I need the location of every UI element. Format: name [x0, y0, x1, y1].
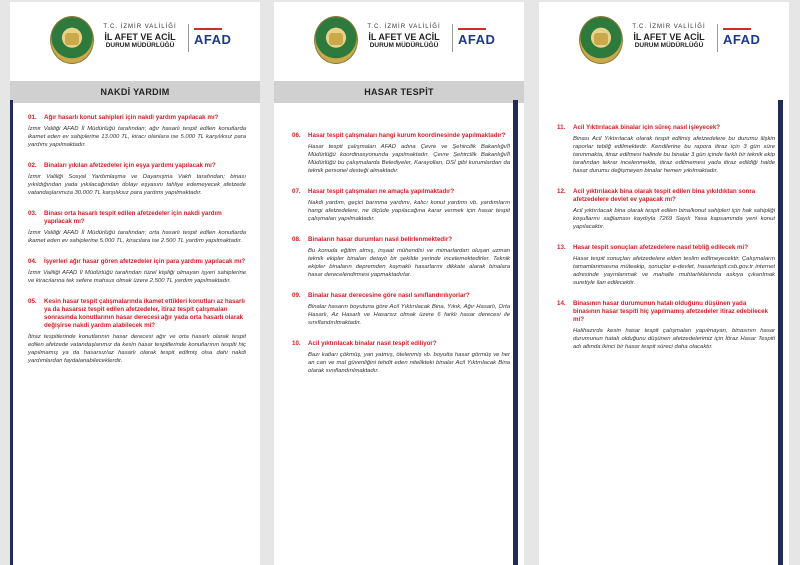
- faq-number: 07.: [292, 188, 301, 195]
- faq-item: [292, 340, 510, 375]
- faq-question: Binaların hasar durumları nasıl belirlenmektedir?: [308, 236, 453, 243]
- faq-answer: İzmir Valiliği AFAD İl Müdürlüğü tarafından; orta hasarlı tespit edilen konutlarda ikamet eden ev sahiplerine 5.000 TL, kiracılara ise 2.500 TL yardım yapılmaktadır.: [28, 230, 246, 244]
- gov-line: T.C. İZMİR VALİLİĞİ: [367, 24, 441, 30]
- faq-question: Hasar tespit çalışmaları ne amaçla yapılmaktadır?: [308, 188, 455, 195]
- faq-answer: Binası Acil Yıktırılacak olarak tespit edilmiş afetzedelere bu durumu ilişkin raporlar tebliğ edilmektedir. Kendilerine bu rapora itiraz için 3 gün süre tanınmakta, itiraz edilmesi halinde bu binalar 3 gün içinde farklı bir teknik ekip tarafından tekrar incelenmekte, itiraz edilmemesi yada itiraz edildiği halde hasar durumu değişmeyen binalar hemen yıkılmaktadır.: [573, 136, 775, 174]
- section-title-bar: [10, 81, 260, 103]
- section-title-bar: [274, 81, 524, 103]
- faq-list: [28, 114, 246, 378]
- afad-logo: AFAD: [194, 32, 232, 47]
- organization-name: [364, 24, 444, 50]
- faq-number: 12.: [557, 188, 566, 195]
- faq-item: [292, 188, 510, 223]
- faq-question: Acil Yıktırılacak binalar için süreç nasıl işleyecek?: [573, 124, 721, 131]
- faq-number: 14.: [557, 300, 566, 307]
- panel-header: [539, 2, 789, 80]
- faq-number: 06.: [292, 132, 301, 139]
- gov-line: T.C. İZMİR VALİLİĞİ: [632, 24, 706, 30]
- faq-question: Binaları yıkılan afetzedeler için eşya yardımı yapılacak mı?: [44, 162, 216, 169]
- org-line-1: İL AFET VE ACİL: [104, 32, 176, 42]
- faq-item: [292, 292, 510, 327]
- panel-header: [274, 2, 524, 80]
- faq-item: [292, 132, 510, 175]
- faq-item: [28, 258, 246, 285]
- faq-question: Binalar hasar derecesine göre nasıl sınıflandırılıyorlar?: [308, 292, 470, 299]
- faq-item: [28, 162, 246, 197]
- faq-answer: Halihazırda kesin hasar tespit çalışmaları yapılmayan, binasının hasar durumunun hatalı olduğunu düşünen afetzedelerimiz için İtiraz Hasar Tespiti adı altında ikinci bir hasar tespit süreci daha olacaktır.: [573, 328, 775, 350]
- org-line-2: DURUM MÜDÜRLÜĞÜ: [105, 42, 175, 49]
- faq-list: [292, 132, 510, 388]
- faq-question: Kesin hasar tespit çalışmalarında ikamet ettikleri konutları az hasarlı ya da hasarsız tespit edilen afetzedeler, itiraz tespit çalışmaları sonrasında konutlarının hasar derecesi ağır yada orta hasarlı olarak değişirse nakdi yardım alabilecek mi?: [44, 298, 245, 329]
- izmir-governorship-seal-icon: [314, 16, 358, 64]
- org-line-2: DURUM MÜDÜRLÜĞÜ: [634, 42, 704, 49]
- faq-answer: Binalar hasarın boyutuna göre Acil Yıktırılacak Bina, Yıkık, Ağır Hasarlı, Orta Hasarlı, Az Hasarlı ve Hasarsız olmak üzere 6 farklı hasar derecesi ile sınıflandırılmaktadır.: [308, 304, 510, 326]
- faq-number: 03.: [28, 210, 37, 217]
- faq-number: 01.: [28, 114, 37, 121]
- faq-answer: Hasar tespit sonuçları afetzedelere elden teslim edilmeyecektir. Çalışmaların tamamlanmasına müteakip, sonuçlar e-devlet, hasartespit.csb.gov.tr internet adresinde yayınlanmak ve mahalle muhtarlıklarında askıya çıkarılmak suretiyle ilan edilecektir.: [573, 256, 775, 286]
- organization-name: [629, 24, 709, 50]
- panel-header: [10, 2, 260, 80]
- faq-number: 08.: [292, 236, 301, 243]
- faq-number: 05.: [28, 298, 37, 305]
- header-divider: [717, 24, 718, 52]
- faq-item: [557, 124, 775, 175]
- decorative-stripe: [513, 100, 518, 565]
- faq-answer: Hasar tespit çalışmaları AFAD adına Çevre ve Şehircilik Bakanlığı/İl Müdürlüğü koordinasyonunda yapılmaktadır. Çevre Şehircilik Bakanlığı/İl Müdürlüğü bu çalışmalarda Belediyeler, Karayolları, DSİ gibi kurumlardan da teknik personel desteği almaktadır.: [308, 144, 510, 174]
- gov-line: T.C. İZMİR VALİLİĞİ: [103, 24, 177, 30]
- header-divider: [188, 24, 189, 52]
- header-divider: [452, 24, 453, 52]
- faq-answer: İzmir Valiliği AFAD İl Müdürlüğü tarafından; ağır hasarlı tespit edilen konutlarda ikamet eden ev sahiplerine 13.000 TL, kiracı olanlara ise 5.000 TL karşılıksız para yardımı yapılmaktadır.: [28, 126, 246, 148]
- faq-item: [28, 210, 246, 245]
- faq-question: Acil yıktırılacak binalar nasıl tespit ediliyor?: [308, 340, 437, 347]
- faq-item: [557, 300, 775, 351]
- section-title: NAKDİ YARDIM: [100, 87, 170, 97]
- org-line-1: İL AFET VE ACİL: [633, 32, 705, 42]
- org-line-2: DURUM MÜDÜRLÜĞÜ: [369, 42, 439, 49]
- faq-answer: Acil yıktırılacak bina olarak tespit edilen bina/konut sahipleri için hak sahipliği koşullarını sağlaması kaydıyla 7269 Sayılı Yasa kapsamında yeni konut yapılacaktır.: [573, 208, 775, 230]
- faq-number: 09.: [292, 292, 301, 299]
- faq-question: Hasar tespit sonuçları afetzedelere nasıl tebliğ edilecek mi?: [573, 244, 749, 251]
- panel-nakdi-yardim: [10, 2, 260, 565]
- faq-answer: Bu konuda eğitim almış, inşaat mühendisi ve mimarlardan oluşan uzman teknik ekipler binaları detaylı bir şekilde yerinde incelemektedirler. Teknik ekipler binaların depremden kaynaklı hasarlarını dikkate alarak binalara hasar derecelendirmesi yapmaktadırlar.: [308, 248, 510, 278]
- faq-question: Ağır hasarlı konut sahipleri için nakdi yardım yapılacak mı?: [44, 114, 219, 121]
- faq-question: Hasar tespit çalışmaları hangi kurum koordinesinde yapılmaktadır?: [308, 132, 506, 139]
- faq-number: 11.: [557, 124, 566, 131]
- faq-number: 10.: [292, 340, 301, 347]
- faq-number: 04.: [28, 258, 37, 265]
- organization-name: [100, 24, 180, 50]
- faq-question: İşyerleri ağır hasar gören afetzedeler için para yardımı yapılacak mı?: [44, 258, 246, 265]
- faq-item: [557, 188, 775, 231]
- decorative-stripe: [778, 100, 783, 565]
- faq-list: [557, 124, 775, 364]
- faq-answer: Nakdi yardım, geçici barınma yardımı, kalıcı konut yardımı vb. yardımların hangi afetzedelere, ne ölçüde yapılacağına karar vermek için hasar tespit çalışmaları yapılmaktadır.: [308, 200, 510, 222]
- faq-question: Binasının hasar durumunun hatalı olduğunu düşünen yada binasının hasar tespiti hiç yapılmamış afetzedeler itiraz edebilecek mi?: [573, 300, 768, 323]
- faq-item: [28, 298, 246, 365]
- faq-item: [28, 114, 246, 149]
- afad-logo: AFAD: [458, 32, 496, 47]
- section-title: HASAR TESPİT: [364, 87, 434, 97]
- decorative-stripe: [10, 100, 13, 565]
- faq-question: Acil yıktırılacak bina olarak tespit edilen bina yıkıldıktan sonra afetzedelere devlet ev yapacak mı?: [573, 188, 756, 203]
- faq-item: [557, 244, 775, 287]
- faq-answer: Bazı katları çökmüş, yan yatmış, ötelenmiş vb. boyutta hasar görmüş ve her an can ve mal güvenliğini tehdit eden nitelikteki binalar Acil Yıktırılacak Bina olarak sınıflandırılmaktadır.: [308, 352, 510, 374]
- faq-answer: İtiraz tespitlerinde konutlarının hasar derecesi ağır ve orta hasarlı olarak tespit edilen afetzede vatandaşlarımız da kesin hasar tespitlerinde konutlarının tespiti hiç yapılmamış ya da hasarsız/az hasarlı olarak tespit edilmiş olsa dahi nakdi yardımlardan faydalanabileceklerdir.: [28, 334, 246, 364]
- faq-number: 13.: [557, 244, 566, 251]
- faq-answer: İzmir Valiliği Sosyal Yardımlaşma ve Dayanışma Vakfı tarafından; binası yıkıldığından yada yıkılacağından dolayı eşyasını tahliye edemeyecek afetzede vatandaşlarımıza 30.000 TL karşılıksız para yardımı yapılmaktadır.: [28, 174, 246, 196]
- faq-answer: İzmir Valiliği AFAD İl Müdürlüğü tarafından tüzel kişiliği olmayan işyeri sahiplerine ve kiracılarına tek sefere mahsus olmak üzere 2.500 TL yardım yapılmaktadır.: [28, 270, 246, 284]
- faq-question: Binası orta hasarlı tespit edilen afetzedeler için nakdi yardım yapılacak mı?: [44, 210, 222, 225]
- org-line-1: İL AFET VE ACİL: [368, 32, 440, 42]
- izmir-governorship-seal-icon: [579, 16, 623, 64]
- panel-hasar-tespit: [274, 2, 524, 565]
- izmir-governorship-seal-icon: [50, 16, 94, 64]
- faq-item: [292, 236, 510, 279]
- afad-logo: AFAD: [723, 32, 761, 47]
- faq-number: 02.: [28, 162, 37, 169]
- panel-hasar-tespit-cont: [539, 2, 789, 565]
